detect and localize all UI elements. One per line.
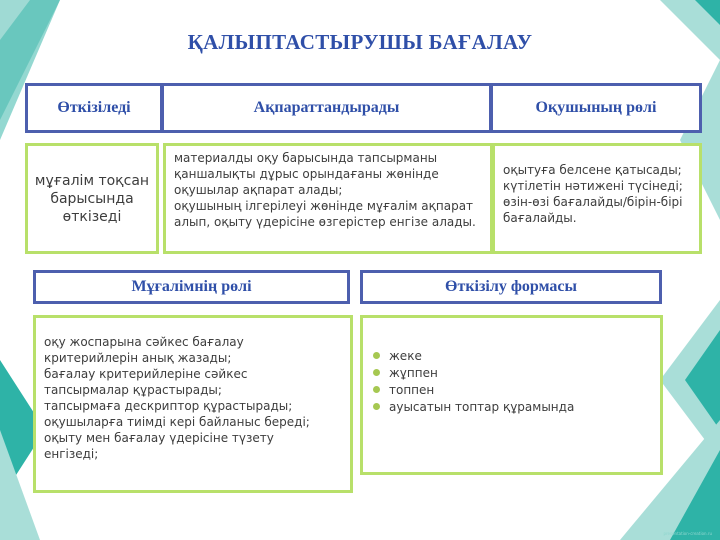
bullet-icon: [373, 403, 380, 410]
header-teacher-role: Мұғалімнің рөлі: [33, 270, 350, 304]
list-item: топпен: [373, 381, 660, 398]
header-student-role: Оқушының рөлі: [490, 83, 702, 133]
conducted-cell: мұғалім тоқсан барысында өткізеді: [25, 143, 159, 254]
informs-cell: материалды оқу барысында тапсырманы қаншалықты дұрыс орындағаны жөнінде оқушылар ақпарат алады; оқушының ілгерілеуі жөнінде мұғалім ақпарат алып, оқыту үдерісіне өзгерістер енгізе алады.: [163, 143, 493, 254]
forms-list: [373, 347, 660, 415]
header-conduct-form: Өткізілу формасы: [360, 270, 662, 304]
header-conducted: Өткізіледі: [25, 83, 163, 133]
list-item: жұппен: [373, 364, 660, 381]
list-item: ауысатын топтар құрамында: [373, 398, 660, 415]
bullet-icon: [373, 386, 380, 393]
page-title: ҚАЛЫПТАСТЫРУШЫ БАҒАЛАУ: [187, 30, 533, 54]
conduct-form-cell: [360, 315, 663, 475]
teacher-role-cell: оқу жоспарына сәйкес бағалау критерийлерін анық жазады; бағалау критерийлеріне сәйкес тапсырмалар құрастырады; тапсырмаға дескриптор құрастырады; оқушыларға тиімді кері байланыс береді; оқыту мен бағалау үдерісіне түзету енгізеді;: [33, 315, 353, 493]
header-informs: Ақпараттандырады: [161, 83, 492, 133]
watermark: presentation-creation.ru: [663, 531, 712, 536]
bullet-icon: [373, 352, 380, 359]
bullet-icon: [373, 369, 380, 376]
list-item: жеке: [373, 347, 660, 364]
student-role-cell: оқытуға белсене қатысады; күтілетін нәтижені түсінеді; өзін-өзі бағалайды/бірін-бірі бағалайды.: [492, 143, 702, 254]
